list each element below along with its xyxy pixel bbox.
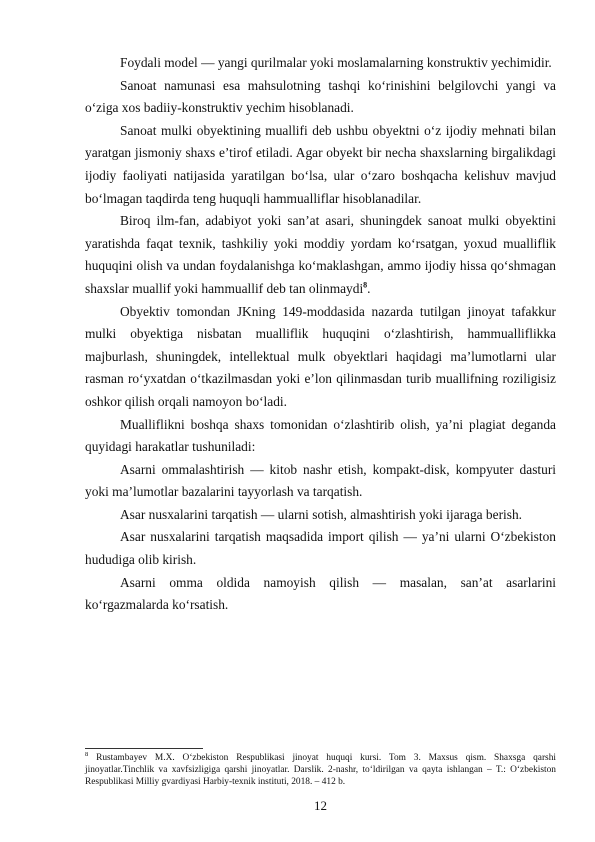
paragraph: Mualliflikni boshqa shaxs tomonidan o‘zlashtirib olish, ya’ni plagiat deganda quyidagi harakatlar tushuniladi: xyxy=(85,416,556,455)
footnote-number: 8 xyxy=(85,750,89,758)
body-text xyxy=(85,52,556,617)
paragraph: Foydali model — yangi qurilmalar yoki moslamalarning konstruktiv yechimidir. xyxy=(120,55,552,70)
footnote-reference[interactable]: 8 xyxy=(363,280,368,290)
paragraph: Asarni omma oldida namoyish qilish — masalan, san’at asarlarini ko‘rgazmalarda ko‘rsatish. xyxy=(85,574,556,613)
paragraph-text: Biroq ilm-fan, adabiyot yoki san’at asari, shuningdek sanoat mulki obyektini yaratishda faqat texnik, tashkiliy yoki moddiy yordam ko‘rsatgan, yoxud mualliflik huquqini olish va undan foydalanishga ko‘maklashgan, ammo ijodiy hissa qo‘shmagan shaxslar muallif yoki hammuallif deb tan olinmaydi xyxy=(85,213,556,296)
paragraph: Asarni ommalashtirish — kitob nashr etish, kompakt-disk, kompyuter dasturi yoki ma’lumotlar bazalarini tayyorlash va tarqatish. xyxy=(85,461,556,500)
footnote-separator xyxy=(85,748,203,749)
paragraph: Sanoat namunasi esa mahsulotning tashqi ko‘rinishini belgilovchi yangi va o‘ziga xos badiiy-konstruktiv yechim hisoblanadi. xyxy=(85,77,556,116)
page-number: 12 xyxy=(314,798,327,813)
paragraph-with-footnote: Biroq ilm-fan, adabiyot yoki san’at asari, shuningdek sanoat mulki obyektini yaratishda faqat texnik, tashkiliy yoki moddiy yordam ko‘rsatgan, yoxud mualliflik huquqini olish va undan foydalanishga ko‘maklashgan, ammo ijodiy hissa qo‘shmagan shaxslar muallif yoki hammuallif deb tan olinmaydi$^8$. xyxy=(85,213,556,296)
paragraph: Sanoat mulki obyektining muallifi deb ushbu obyektni o‘z ijodiy mehnati bilan yaratgan jismoniy shaxs e’tirof etiladi. Agar obyekt bir necha shaxslarning birgalikdagi ijodiy faoliyati natijasida yaratilgan bo‘lsa, ular o‘zaro boshqacha kelishuv mavjud bo‘lmagan taqdirda teng huquqli hammualliflar hisoblanadilar. xyxy=(85,122,556,206)
footnote-text: Rustambayev M.X. O‘zbekiston Respublikasi jinoyat huquqi kursi. Tom 3. Maxsus qism. Shaxsga qarshi jinoyatlar.Tinchlik va xavfsizligiga qarshi jinoyatlar. Darslik. 2-nashr, to‘ldirilgan va qayta ishlangan – T.: O‘zbekiston Respublikasi Milliy gvardiyasi Harbiy-texnik instituti, 2018. – 412 b. xyxy=(85,753,557,787)
footnote xyxy=(85,752,556,788)
paragraph: Obyektiv tomondan JKning 149-moddasida nazarda tutilgan jinoyat tafakkur mulki obyektiga nisbatan mualliflik huquqini o‘zlashtirish, hammualliflikka majburlash, shuningdek, intellektual mulk obyektlari haqidagi ma’lumotlarni ular rasman ro‘yxatdan o‘tkazilmasdan yoki e’lon qilinmasdan turib muallifning roziligisiz oshkor qilish orqali namoyon bo‘ladi. xyxy=(85,303,556,409)
paragraph: Asar nusxalarini tarqatish maqsadida import qilish — ya’ni ularni O‘zbekiston hududiga olib kirish. xyxy=(85,529,556,568)
paragraph: Asar nusxalarini tarqatish — ularni sotish, almashtirish yoki ijaraga berish. xyxy=(120,506,523,522)
